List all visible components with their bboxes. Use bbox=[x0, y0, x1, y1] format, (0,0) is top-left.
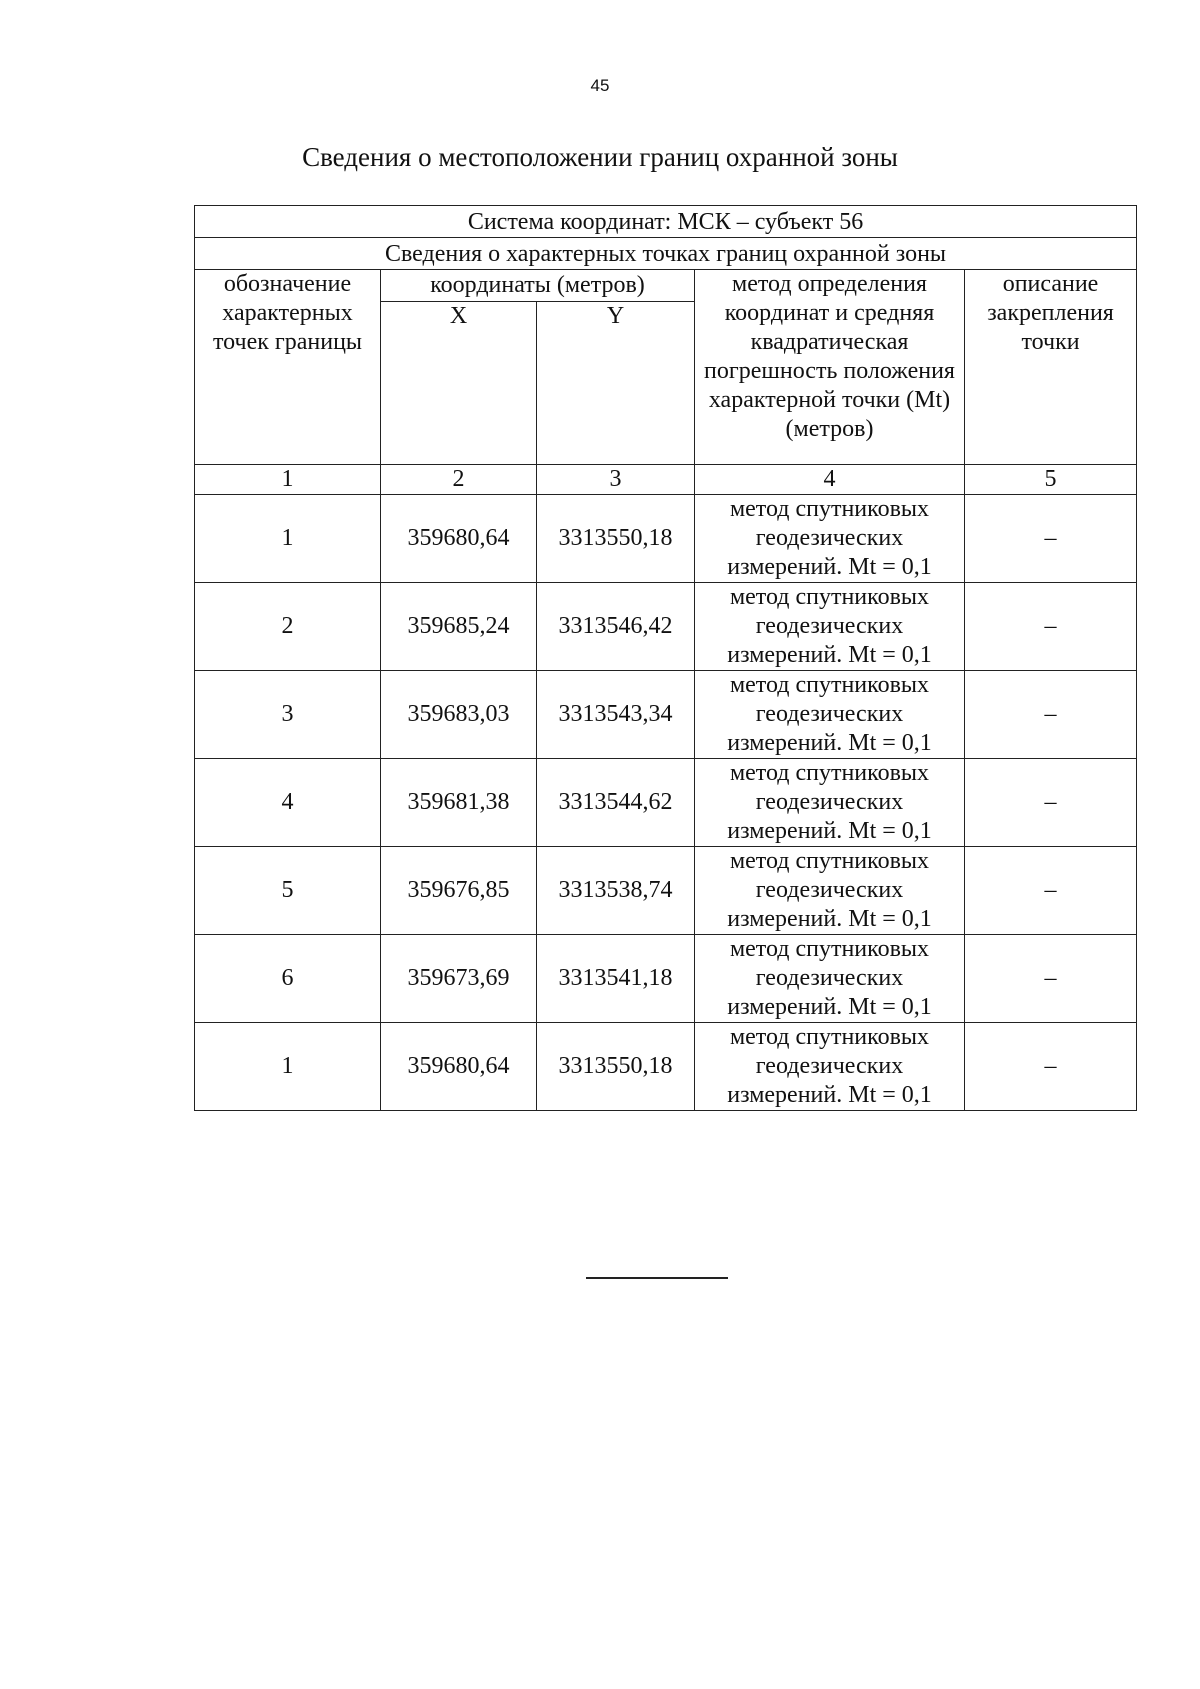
method: метод спутниковых геодезических измерений. Mt = 0,1 bbox=[695, 1023, 965, 1111]
end-divider bbox=[586, 1277, 728, 1279]
table-row bbox=[195, 935, 1137, 1023]
column-number-row bbox=[195, 465, 1137, 495]
fixing-description: – bbox=[965, 935, 1137, 1023]
fixing-description: – bbox=[965, 759, 1137, 847]
subheader-cell: Сведения о характерных точках границ охранной зоны bbox=[195, 238, 1137, 270]
col-header-method: метод определения координат и средняя квадратическая погрешность положения характерной точки (Mt) (метров) bbox=[695, 270, 965, 465]
table-row bbox=[195, 1023, 1137, 1111]
col-header-y: Y bbox=[537, 302, 695, 465]
table-row bbox=[195, 759, 1137, 847]
coord-y: 3313541,18 bbox=[537, 935, 695, 1023]
fixing-description: – bbox=[965, 847, 1137, 935]
point-id: 4 bbox=[195, 759, 381, 847]
coord-x: 359676,85 bbox=[381, 847, 537, 935]
point-id: 1 bbox=[195, 1023, 381, 1111]
column-header-row bbox=[195, 270, 1137, 302]
document-title: Сведения о местоположении границ охранной зоны bbox=[302, 142, 898, 172]
coord-system-row bbox=[195, 206, 1137, 238]
col-header-point: обозначение характерных точек границы bbox=[195, 270, 381, 465]
column-number: 5 bbox=[965, 465, 1137, 495]
point-id: 1 bbox=[195, 495, 381, 583]
coord-x: 359685,24 bbox=[381, 583, 537, 671]
point-id: 6 bbox=[195, 935, 381, 1023]
coord-y: 3313544,62 bbox=[537, 759, 695, 847]
col-header-x: X bbox=[381, 302, 537, 465]
point-id: 5 bbox=[195, 847, 381, 935]
coord-x: 359680,64 bbox=[381, 495, 537, 583]
column-number: 3 bbox=[537, 465, 695, 495]
fixing-description: – bbox=[965, 1023, 1137, 1111]
fixing-description: – bbox=[965, 583, 1137, 671]
coord-y: 3313543,34 bbox=[537, 671, 695, 759]
col-header-coords: координаты (метров) bbox=[381, 270, 695, 302]
method: метод спутниковых геодезических измерений. Mt = 0,1 bbox=[695, 847, 965, 935]
coord-x: 359681,38 bbox=[381, 759, 537, 847]
method: метод спутниковых геодезических измерений. Mt = 0,1 bbox=[695, 935, 965, 1023]
column-number: 2 bbox=[381, 465, 537, 495]
method: метод спутниковых геодезических измерений. Mt = 0,1 bbox=[695, 583, 965, 671]
fixing-description: – bbox=[965, 495, 1137, 583]
table-row bbox=[195, 671, 1137, 759]
table-row bbox=[195, 847, 1137, 935]
coord-x: 359683,03 bbox=[381, 671, 537, 759]
column-number: 4 bbox=[695, 465, 965, 495]
column-number: 1 bbox=[195, 465, 381, 495]
method: метод спутниковых геодезических измерений. Mt = 0,1 bbox=[695, 759, 965, 847]
page-number: 45 bbox=[590, 76, 610, 95]
method: метод спутниковых геодезических измерений. Mt = 0,1 bbox=[695, 495, 965, 583]
coord-y: 3313546,42 bbox=[537, 583, 695, 671]
point-id: 2 bbox=[195, 583, 381, 671]
coord-x: 359680,64 bbox=[381, 1023, 537, 1111]
subheader-row bbox=[195, 238, 1137, 270]
coord-x: 359673,69 bbox=[381, 935, 537, 1023]
boundary-points-table bbox=[194, 205, 1137, 1111]
col-header-desc: описание закрепления точки bbox=[965, 270, 1137, 465]
point-id: 3 bbox=[195, 671, 381, 759]
coord-y: 3313538,74 bbox=[537, 847, 695, 935]
fixing-description: – bbox=[965, 671, 1137, 759]
coord-y: 3313550,18 bbox=[537, 495, 695, 583]
coord-y: 3313550,18 bbox=[537, 1023, 695, 1111]
coord-system-cell: Система координат: МСК – субъект 56 bbox=[195, 206, 1137, 238]
table-row bbox=[195, 583, 1137, 671]
table-row bbox=[195, 495, 1137, 583]
method: метод спутниковых геодезических измерений. Mt = 0,1 bbox=[695, 671, 965, 759]
